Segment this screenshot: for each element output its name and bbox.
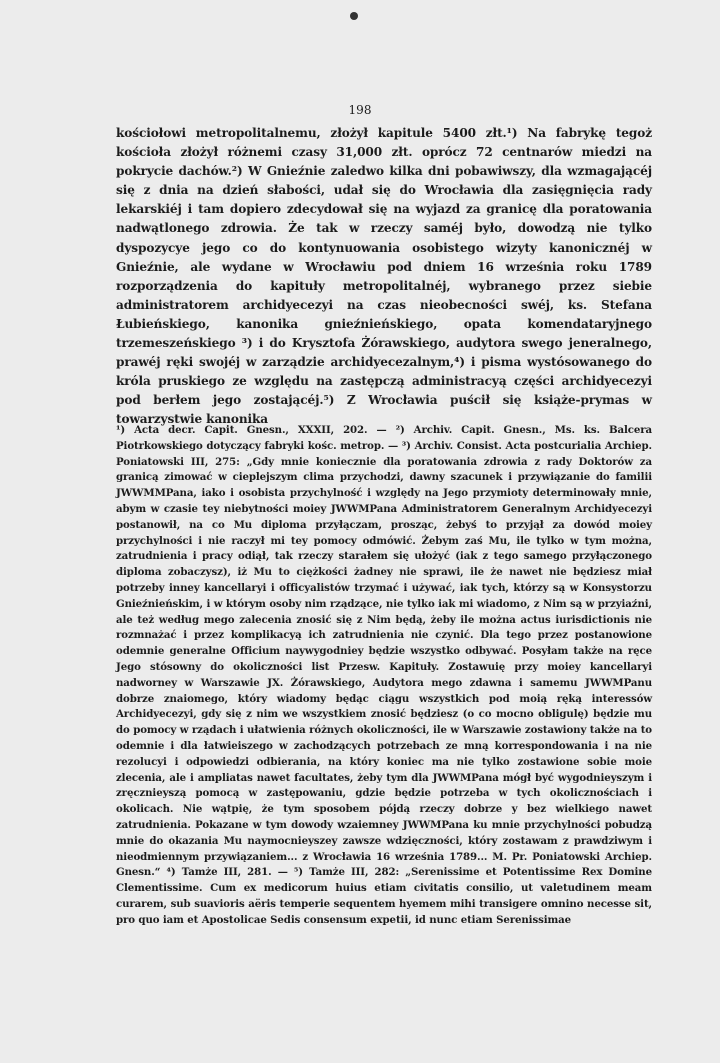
page-number: 198 <box>348 103 372 117</box>
body-paragraph: kościołowi metropolitalnemu, złożył kapitule 5400 złt.¹) Na fabrykę tegoż kościoła złożył różnemi czasy 31,000 złt. oprócz 72 centnarów miedzi na pokrycie dachów.²) W Gnieźnie zaledwo kilka dni pobawiwszy, dla wzmagającéj się z dnia na dzień słabości, udał się do Wrocławia dla zasięgnięcia rady lekarskiéj i tam dopiero zdecydował się na wyjazd za granicę dla poratowania nadwątlonego zdrowia. Że tak w rzeczy saméj było, dowodzą nie tylko dyspozycye jego co do kontynuowania osobistego wizyty kanonicznéj w Gnieźnie, ale wydane w Wrocławiu pod dniem 16 września roku 1789 rozporządzenia do kapituły metropolitalnéj, wybranego przez siebie administratorem archidyecezyi na czas nieobecności swéj, ks. Stefana Łubieńskiego, kanonika gnieźnieńskiego, opata komendataryjnego trzemeszeńskiego ³) i do Krysztofa Żórawskiego, audytora swego jeneralnego, prawéj ręki swojéj w zarządzie archidyecezalnym,⁴) i pisma wystósowanego do króla pruskiego ze względu na zastępczą administracyą części archidyecezyi pod berłem jego zostającéj.⁵) Z Wrocławia puścił się książe-prymas w towarzystwie kanonika <box>116 126 652 427</box>
footnotes-block <box>116 423 652 929</box>
printer-ornament-icon <box>350 12 358 20</box>
footnotes-text: ¹) Acta decr. Capit. Gnesn., XXXII, 202. — ²) Archiv. Capit. Gnesn., Ms. ks. Balcera Piotrkowskiego dotyczący fabryki kośc. metrop. — ³) Archiv. Consist. Acta postcurialia Archiep. Poniatowski III, 275: „Gdy mnie koniecznie dla poratowania zdrowia z rady Doktorów za granicą zimować w cieplejszym clima przychodzi, dawny szacunek i przywiązanie do familii JWWMMPana, iako i osobista przychylność i względy na Jego przymioty determinowały mnie, abym w czasie tey niebytności moiey JWWMPana Administratorem Generalnym Archidyecezyi postanowił, na co Mu diploma przyłączam, prosząc, żebyś to przyjął za dowód moiey przychylności i nie raczył mi tey pomocy odmówić. Żebym zaś Mu, ile tylko w tym można, zatrudnienia i pracy odiął, tak rzeczy starałem się ułożyć (iak z tego samego przyłączonego diploma zobaczysz), iż Mu to ciężkości żadney nie sprawi, ile że nawet nie będziesz miał potrzeby inney kancellaryi i officyalistów trzymać i używać, iak tych, którzy są w Konsystorzu Gnieźnieńskim, i w którym osoby nim rządzące, nie tylko iak mi wiadomo, z Nim są w przyiaźni, ale też według mego zalecenia znosić się z Nim będą, żeby ile można actus iurisdictionis nie rozmnażać i przez komplikacyą ich zatrudnienia nie czynić. Dla tego przez postanowione odemnie generalne Officium naywygodniey będzie wszystko odbywać. Posyłam także na ręce Jego stósowny do okoliczności list Przesw. Kapituły. Zostawuię przy moiey kancellaryi nadworney w Warszawie JX. Żórawskiego, Audytora mego zdawna i samemu JWWMPanu dobrze znaiomego, który wiadomy będąc ciągu wszystkich pod moią ręką interessów Archidyecezyi, gdy się z nim we wszystkiem znosić będziesz (o co mocno obligulę) będzie mu do pomocy w rządach i ułatwienia różnych okoliczności, ile w Warszawie zostawiony także na to odemnie i dla łatwieiszego w zachodzących potrzebach ze mną korrespondowania i na nie rezolucyi i odpowiedzi odbierania, na który koniec ma nie tylko zostawione sobie moie zlecenia, ale i ampliatas nawet facultates, żeby tym dla JWWMPana mógł być wygodnieyszym i zręcznieyszą pomocą w zastępowaniu, gdzie będzie potrzeba w tych okolicznościach i okolicach. Nie wątpię, że tym sposobem pójdą rzeczy dobrze y bez wielkiego nawet zatrudnienia. Pokazane w tym dowody wzaiemney JWWMPana ku mnie przychylności pobudzą mnie do okazania Mu naymocnieyszey zawsze wdzięczności, który zostawam z prawdziwym i nieodmiennym przywiązaniem... z Wrocławia 16 września 1789... M. Pr. Poniatowski Archiep. Gnesn.“ ⁴) Tamże III, 281. — ⁵) Tamże III, 282: „Serenissime et Potentissime Rex Domine Clementissime. Cum ex medicorum huius etiam civitatis consilio, ut valetudinem meam curarem, sub suavioris aëris temperie sequentem hyemem mihi transigere omnino necesse sit, pro quo iam et Apostolicae Sedis consensum expetii, id nunc etiam Serenissimae <box>116 424 652 926</box>
